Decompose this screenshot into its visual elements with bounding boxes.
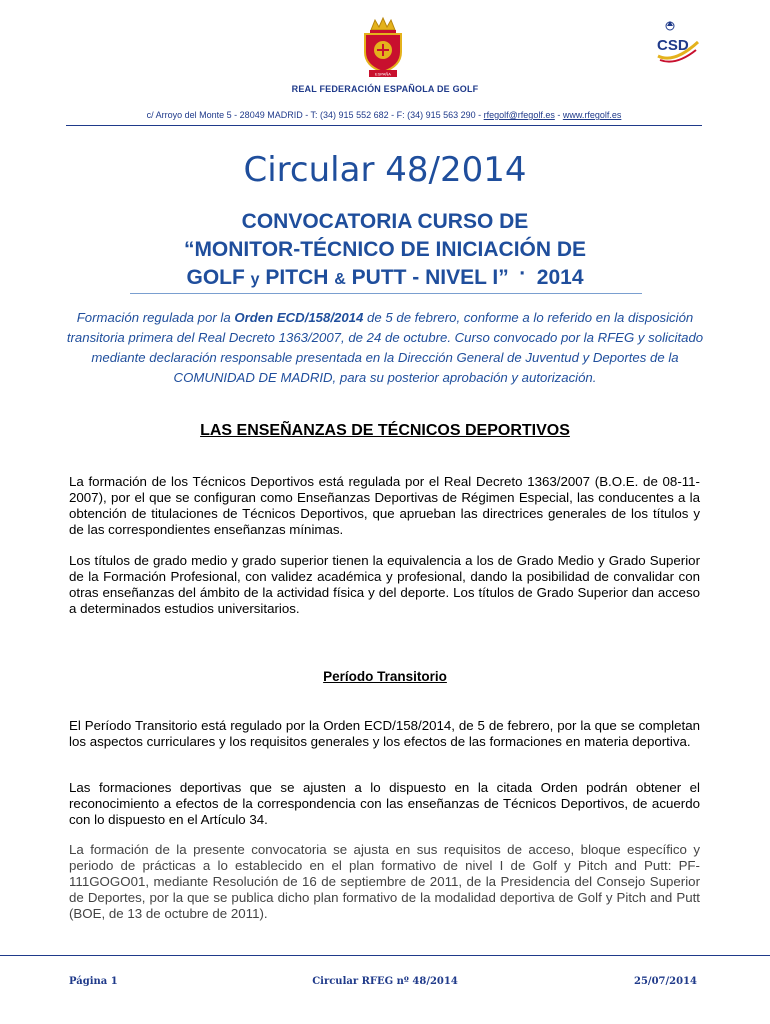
csd-logo [654, 20, 700, 68]
title-divider [130, 293, 642, 294]
email-link[interactable]: rfegolf@rfegolf.es [483, 110, 555, 120]
course-title-line-1: CONVOCATORIA CURSO DE [241, 210, 529, 233]
footer-page-number: Página 1 [69, 976, 118, 987]
website-link[interactable]: www.rfegolf.es [562, 110, 622, 120]
section1-paragraph-1: La formación de los Técnicos Deportivos está regulada por el Real Decreto 1363/2007 (B.O.E. de 08-11-2007), por el que se configuran como Enseñanzas Deportivas de Régimen Especial, las conducentes a la obtención de titulaciones de Técnicos Deportivos, que aprueban las directrices generales de los títulos y de las correspondientes enseñanzas mínimas. [69, 474, 700, 537]
intro-paragraph: Formación regulada por la Orden ECD/158/2014 de 5 de febrero, conforme a lo referido en la disposición transitoria primera del Real Decreto 1363/2007, de 24 de octubre. Curso convocado por la RFEG y solicitado mediante declaración responsable presentada en la Dirección General de Juventud y Deportes de la COMUNIDAD DE MADRID, para su posterior aprobación y autorización. [66, 310, 704, 385]
intro-bold-order: Orden ECD/158/2014 [234, 310, 364, 325]
course-title-line-2: “MONITOR-TÉCNICO DE INICIACIÓN DE [183, 238, 587, 261]
address-line [66, 110, 702, 120]
section1-paragraph-2: Los títulos de grado medio y grado superior tienen la equivalencia a los de Grado Medio y Grado Superior de la Formación Profesional, con validez académica y profesional, dando la posibilidad de convalidar con otras enseñanzas del ámbito de la actividad física y del deporte. Los títulos de Grado Superior dan acceso a determinados estudios universitarios. [69, 553, 700, 616]
footer-date: 25/07/2014 [634, 976, 697, 987]
footer-divider [0, 955, 770, 956]
section2-paragraph-1: El Período Transitorio está regulado por la Orden ECD/158/2014, de 5 de febrero, por la que se completan los aspectos curriculares y los requisitos generales y los efectos de las formaciones en materia deportiva. [69, 718, 700, 749]
address-text: c/ Arroyo del Monte 5 - 28049 MADRID - T: (34) 915 552 682 - F: (34) 915 563 290 - [146, 110, 484, 120]
address-separator: - [554, 110, 563, 120]
title-dot: · [519, 262, 527, 285]
section2-paragraph-2: Las formaciones deportivas que se ajusten a lo dispuesto en la citada Orden podrán obtener el reconocimiento a efectos de la correspondencia con las enseñanzas de Técnicos Deportivos, de acuerdo con lo dispuesto en el Artículo 34. [69, 780, 700, 827]
footer-document-id: Circular RFEG nº 48/2014 [312, 976, 458, 987]
rfeg-crest-logo [357, 16, 409, 78]
course-title-line-3: GOLF y PITCH & PUTT - NIVEL I” · 2014 [186, 262, 584, 289]
crest-ribbon-text: ESPAÑA [375, 71, 391, 77]
section2-paragraph-3: La formación de la presente convocatoria se ajusta en sus requisitos de acceso, bloque específico y periodo de prácticas a lo establecido en el plan formativo de nivel I de Golf y Pitch and Putt: PF-111GOGO01, mediante Resolución de 16 de septiembre de 2011, de la Presidencia del Consejo Superior de Deportes, por la que se publica dicho plan formativo de la modalidad deportiva de Golf y Pitch and Putt (BOE, de 13 de octubre de 2011). [69, 842, 700, 921]
header-divider [66, 125, 702, 126]
organization-name: REAL FEDERACIÓN ESPAÑOLA DE GOLF [291, 84, 479, 94]
csd-logo-text: CSD [657, 37, 689, 54]
section-heading-ensenanzas: LAS ENSEÑANZAS DE TÉCNICOS DEPORTIVOS [200, 422, 570, 439]
section-heading-periodo-transitorio: Período Transitorio [323, 669, 447, 684]
course-title [130, 208, 640, 294]
circular-title: Circular 48/2014 [243, 150, 527, 190]
